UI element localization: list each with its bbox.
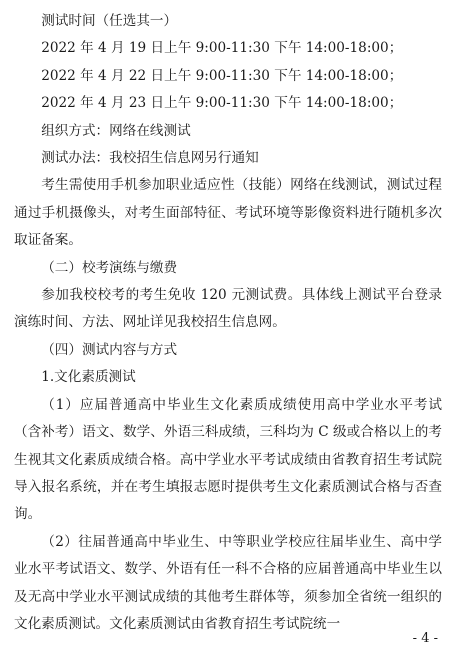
test-date-line-3: 2022 年 4 月 23 日上午 9:00-11:30 下午 14:00-18:00； [41, 95, 403, 112]
document-body [14, 8, 442, 638]
page-number: - 4 - [412, 631, 438, 646]
organization-method: 组织方式：网络在线测试 [41, 122, 191, 139]
section-heading-drill-fee: （二）校考演练与缴费 [41, 259, 178, 276]
test-method: 测试办法：我校招生信息网另行通知 [41, 150, 259, 167]
test-date-line-2: 2022 年 4 月 22 日上午 9:00-11:30 下午 14:00-18:00； [41, 67, 403, 84]
paragraph-current-graduates: （1）应届普通高中毕业生文化素质成绩使用高中学业水平考试（含补考）语文、数学、外语三科成绩，三科均为 C 级或合格以上的考生视其文化素质成绩合格。高中学业水平考试成绩由省教育招生考试院导入报名系统，并在考生填报志愿时提供考生文化素质测试合格与否查询。 [14, 396, 442, 523]
test-time-heading: 测试时间（任选其一） [41, 13, 178, 29]
subheading-cultural-test: 1.文化素质测试 [41, 369, 136, 386]
section-heading-content-format: （四）测试内容与方式 [41, 341, 178, 358]
paragraph-camera-evidence: 考生需使用手机参加职业适应性（技能）网络在线测试，测试过程通过手机摄像头，对考生面部特征、考试环境等影像资料进行随机多次取证备案。 [14, 177, 442, 249]
paragraph-past-graduates: （2）往届普通高中毕业生、中等职业学校应往届毕业生、高中学业水平考试语文、数学、外语有任一科不合格的应届普通高中毕业生以及无高中学业水平测试成绩的其他考生群体等，须参加全省统一组织的文化素质测试。文化素质测试由省教育招生考试院统一 [14, 533, 442, 632]
test-date-line-1: 2022 年 4 月 19 日上午 9:00-11:30 下午 14:00-18:00； [41, 40, 403, 57]
paragraph-fee-waiver: 参加我校校考的考生免收 120 元测试费。具体线上测试平台登录演练时间、方法、网址详见我校招生信息网。 [14, 287, 442, 331]
